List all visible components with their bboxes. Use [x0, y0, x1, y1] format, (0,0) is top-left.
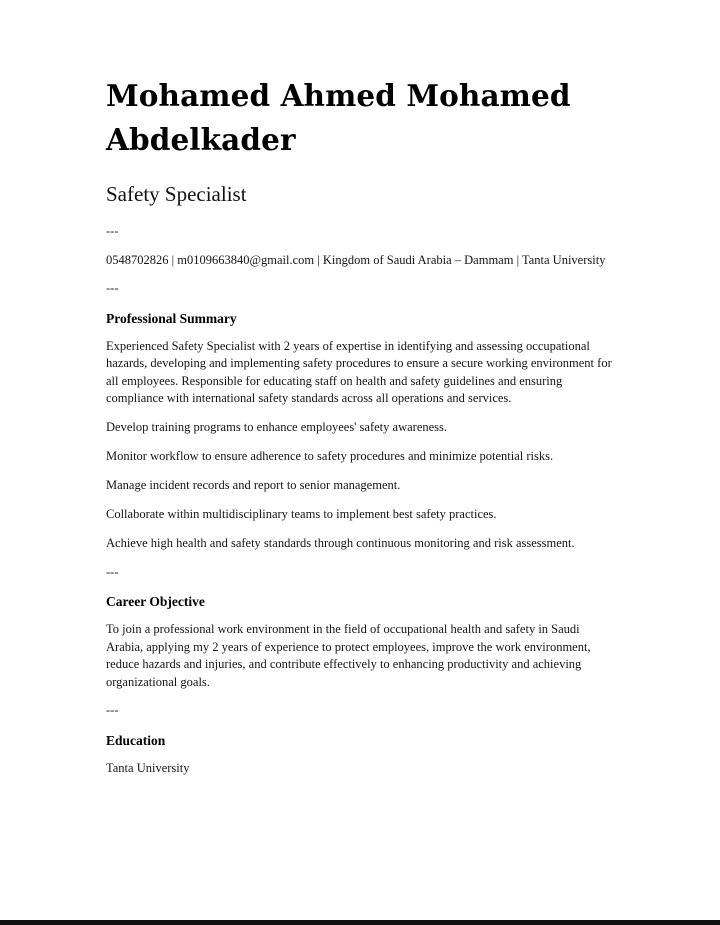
summary-point: Achieve high health and safety standards through continuous monitoring and risk assessment. [106, 536, 575, 550]
resume-content [106, 74, 618, 777]
summary-point: Monitor workflow to ensure adherence to safety procedures and minimize potential risks. [106, 449, 554, 463]
summary-point: Manage incident records and report to senior management. [106, 478, 401, 492]
contact-line: 0548702826 | m0109663840@gmail.com | Kingdom of Saudi Arabia – Dammam | Tanta University [106, 252, 606, 267]
separator: --- [106, 703, 119, 717]
summary-point: Develop training programs to enhance employees' safety awareness. [106, 420, 448, 434]
separator: --- [106, 224, 119, 238]
education-heading: Education [106, 732, 166, 748]
candidate-name: Mohamed Ahmed Mohamed Abdelkader [106, 78, 571, 157]
separator: --- [106, 281, 119, 295]
summary-heading: Professional Summary [106, 310, 237, 326]
summary-intro: Experienced Safety Specialist with 2 years of expertise in identifying and assessing occupational hazards, developing and implementing safety procedures to ensure a secure working environment for all employees. Responsible for educating staff on health and safety guidelines and ensuring compliance with international safety standards across all operations and services. [106, 338, 612, 405]
job-title: Safety Specialist [106, 182, 247, 206]
separator: --- [106, 564, 119, 579]
bottom-border-bar [0, 920, 720, 925]
education-school: Tanta University [106, 760, 190, 775]
summary-point: Collaborate within multidisciplinary teams to implement best safety practices. [106, 507, 497, 521]
objective-heading: Career Objective [106, 594, 205, 609]
objective-text: To join a professional work environment in the field of occupational health and safety in Saudi Arabia, applying my 2 years of experience to protect employees, improve the work environment, reduce hazards and injuries, and contribute effectively to enhancing productivity and achieving organizational goals. [106, 622, 591, 689]
